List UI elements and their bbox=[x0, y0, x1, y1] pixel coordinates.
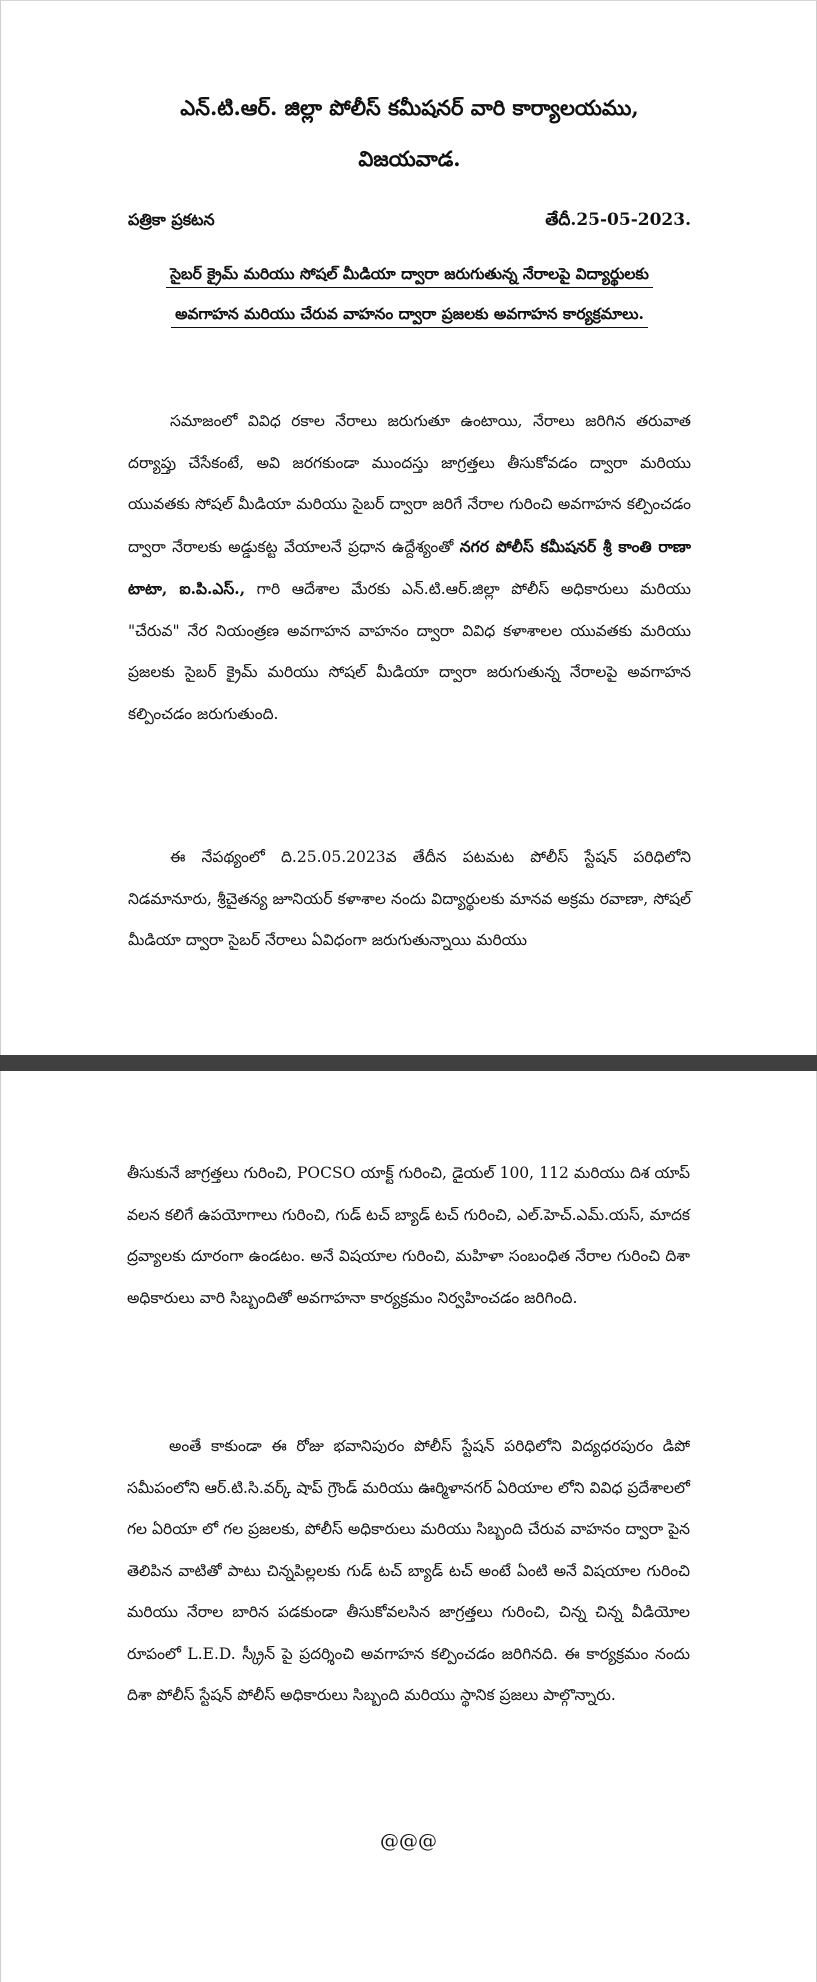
subject-line-2 bbox=[101, 301, 718, 328]
body-paragraph-1 bbox=[128, 401, 691, 735]
closing-mark: @@@ bbox=[380, 1830, 437, 1852]
body-paragraph-2: ఈ నేపథ్యంలో ది.25.05.2023వ తేదీన పటమట పోలీస్ స్టేషన్ పరిధిలోని నిడమానూరు, శ్రీచైతన్య జూనియర్ కళాశాల నందు విద్యార్థులకు మానవ అక్రమ రవాణా, సోషల్ మీడియా ద్వారా సైబర్ నేరాలు ఏవిధంగా జరుగుతున్నాయి మరియు bbox=[128, 848, 691, 949]
commissioner-name: నగర పోలీస్ కమీషనర్ శ్రీ కాంతి రాణా టాటా, ఐ.పి.ఎస్., bbox=[128, 536, 691, 598]
release-date: తేదీ.25-05-2023. bbox=[545, 210, 691, 230]
paragraph-1-intro: సమాజంలో వివిధ రకాల నేరాలు జరుగుతూ ఉంటాయి, నేరాలు జరిగిన తరువాత దర్యాప్తు చేసేకంటే, అవి జరగకుండా ముందస్తు జాగ్రత్తలు తీసుకోవడం ద్వారా మరియు యువతకు సోషల్ మీడియా మరియు సైబర్ ద్వారా జరిగే నేరాల గురించి అవగాహన కల్పించడం ద్వారా నేరాలకు అడ్డుకట్ట వేయాలనే ప్రధాన ఉద్దేశ్యంతో bbox=[128, 412, 691, 556]
subject-line-1 bbox=[101, 261, 718, 288]
meta-row bbox=[128, 206, 691, 234]
body-paragraph-4: అంతే కాకుండా ఈ రోజు భవానిపురం పోలీస్ స్టేషన్ పరిధిలోని విద్యధరపురం డిపో సమీపంలోని ఆర్.టి.సి.వర్క్ షాప్ గ్రౌండ్ మరియు ఊర్మిళానగర్ ఏరియాల లోని వివిధ ప్రదేశాలలో గల ఏరియా లో గల ప్రజలకు, పోలీస్ అధికారులు మరియు సిబ్బంది చేరువ వాహనం ద్వారా పైన తెలిపిన వాటితో పాటు చిన్నపిల్లలకు గుడ్ టచ్ బ్యాడ్ టచ్ అంటే ఏంటి అనే విషయాల గురించి మరియు నేరాల బారిన పడకుండా తీసుకోవలసిన జాగ్రత్తలు గురించి, చిన్న చిన్న వీడియోల రూపంలో L.E.D. స్క్రీన్ పై ప్రదర్శించి అవగాహన కల్పించడం జరిగినది. ఈ కార్యక్రమం నందు దిశా పోలీస్ స్టేషన్ పోలీస్ అధికారులు సిబ్బంది మరియు స్థానిక ప్రజలు పాల్గొన్నారు. bbox=[127, 1437, 690, 1704]
office-title: ఎన్.టి.ఆర్. జిల్లా పోలీస్ కమీషనర్ వారి కార్యాలయము, bbox=[180, 95, 639, 120]
subject-line-2-text: అవగాహన మరియు చేరువ వాహనం ద్వారా ప్రజలకు అవగాహన కార్యక్రమాలు. bbox=[171, 301, 648, 328]
subject-line-1-text: సైబర్ క్రైమ్ మరియు సోషల్ మీడియా ద్వారా జరుగుతున్న నేరాలపై విద్యార్థులకు bbox=[166, 261, 653, 288]
office-city: విజయవాడ. bbox=[358, 146, 461, 171]
page-separator bbox=[0, 1055, 817, 1071]
body-paragraph-3: తీసుకునే జాగ్రత్తలు గురించి, POCSO యాక్ట్ గురించి, డైయల్ 100, 112 మరియు దిశ యాప్ వలన కలిగే ఉపయోగాలు గురించి, గుడ్ టచ్ బ్యాడ్ టచ్ గురించి, ఎల్.హెచ్.ఎమ్.యస్, మాదక ద్రవ్యాలకు దూరంగా ఉండటం. అనే విషయాల గురించి, మహిళా సంబంధిత నేరాల గురించి దిశా అధికారులు వారి సిబ్బందితో అవగాహనా కార్యక్రమం నిర్వహించడం జరిగింది. bbox=[127, 1164, 690, 1307]
press-release-label: పత్రికా ప్రకటన bbox=[128, 210, 215, 229]
paragraph-1-rest: గారి ఆదేశాల మేరకు ఎన్.టి.ఆర్.జిల్లా పోలీస్ అధికారులు మరియు "చేరువ" నేర నియంత్రణ అవగాహన వాహనం ద్వారా వివిధ కళాశాలల యువతకు మరియు ప్రజలకు సైబర్ క్రైమ్ మరియు సోషల్ మీడియా ద్వారా జరుగుతున్న నేరాలపై అవగాహన కల్పించడం జరుగుతుంది. bbox=[128, 580, 692, 723]
